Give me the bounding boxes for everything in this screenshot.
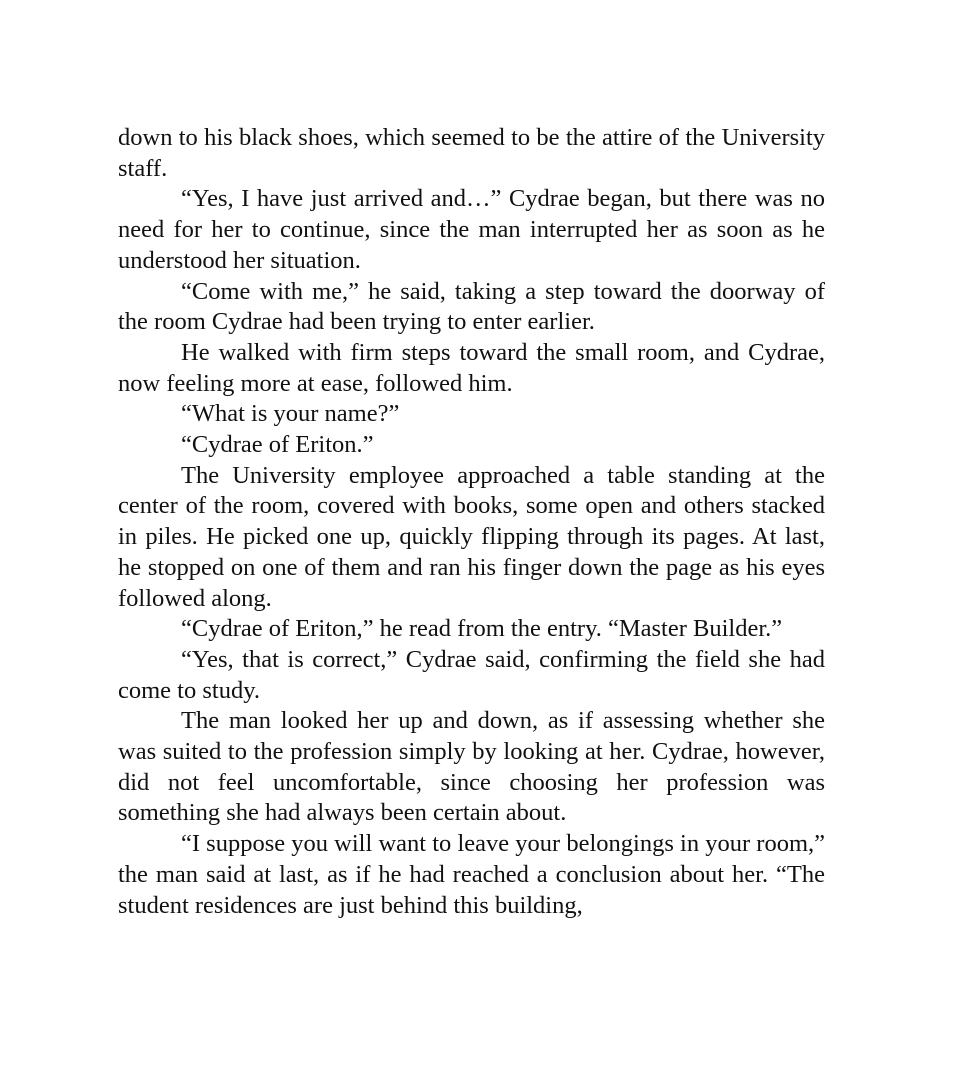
paragraph: “Cydrae of Eriton.” bbox=[181, 431, 374, 459]
paragraph: “I suppose you will want to leave your belongings in your room,” the man said at last, as if he had reached a conclusion about her. “The student residences are just behind this building, bbox=[118, 830, 825, 919]
paragraph: The man looked her up and down, as if assessing whether she was suited to the profession simply by looking at her. Cydrae, however, did not feel uncomfortable, since choosing her profession was something she had always been certain about. bbox=[118, 707, 825, 827]
paragraph: “Cydrae of Eriton,” he read from the entry. “Master Builder.” bbox=[181, 615, 783, 643]
paragraph: “What is your name?” bbox=[181, 400, 400, 428]
paragraph: down to his black shoes, which seemed to be the attire of the University staff. bbox=[118, 124, 825, 182]
paragraph: “Yes, I have just arrived and…” Cydrae began, but there was no need for her to continue, since the man interrupted her as soon as he understood her situation. bbox=[118, 185, 825, 274]
paragraph: “Yes, that is correct,” Cydrae said, confirming the field she had come to study. bbox=[118, 645, 825, 704]
paragraph: The University employee approached a table standing at the center of the room, covered with books, some open and others stacked in piles. He picked one up, quickly flipping through its pages. At last, he stopped on one of them and ran his finger down the page as his eyes followed along. bbox=[118, 461, 825, 612]
document-page bbox=[118, 123, 825, 921]
paragraph: “Come with me,” he said, taking a step toward the doorway of the room Cydrae had been trying to enter earlier. bbox=[118, 277, 825, 336]
paragraph: He walked with firm steps toward the small room, and Cydrae, now feeling more at ease, followed him. bbox=[118, 338, 825, 397]
